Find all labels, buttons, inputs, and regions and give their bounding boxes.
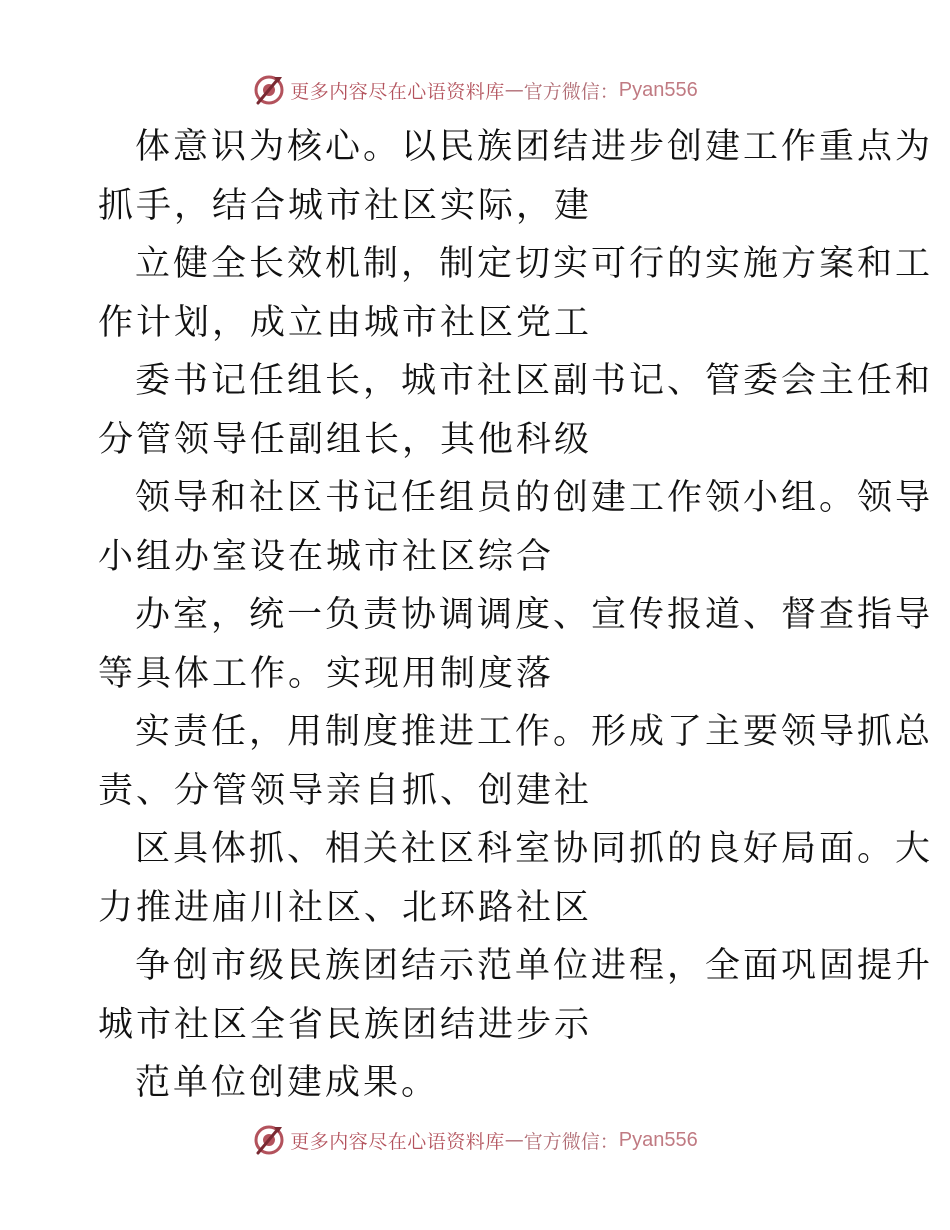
body-line: 作计划，成立由城市社区党工 [98, 302, 593, 343]
document-body [0, 118, 950, 1113]
body-line: 体意识为核心。以民族团结进步创建工作重点为 [135, 127, 934, 167]
body-line: 范单位创建成果。 [135, 1063, 440, 1103]
footer-wechat-label: 官方微信： [523, 1130, 619, 1153]
body-line: 争创市级民族团结示范单位进程，全面巩固提升 [135, 946, 934, 986]
header-site-name: 更多内容尽在心语资料库 [290, 80, 505, 103]
body-line: 抓手，结合城市社区实际，建 [98, 185, 593, 226]
quill-seal-icon [252, 1123, 286, 1157]
header-wechat-label: 官方微信： [523, 80, 619, 103]
body-line: 力推进庙川社区、北环路社区 [98, 887, 593, 928]
body-line: 委书记任组长，城市社区副书记、管委会主任和 [135, 361, 934, 401]
body-line: 城市社区全省民族团结进步示 [98, 1004, 593, 1045]
body-line: 办室，统一负责协调调度、宣传报道、督查指导 [135, 595, 934, 635]
quill-seal-icon [252, 73, 286, 107]
footer-site-name: 更多内容尽在心语资料库 [290, 1130, 505, 1153]
footer-wechat-id: Pyan556 [618, 1128, 698, 1151]
body-line: 等具体工作。实现用制度落 [98, 653, 555, 694]
body-line: 小组办室设在城市社区综合 [98, 536, 555, 577]
body-line: 领导和社区书记任组员的创建工作领小组。领导 [135, 478, 934, 518]
header-wechat-id: Pyan556 [618, 78, 698, 101]
body-line: 立健全长效机制，制定切实可行的实施方案和工 [135, 244, 934, 284]
body-line: 分管领导任副组长，其他科级 [98, 419, 593, 460]
header-dash: — [504, 79, 524, 101]
body-line: 区具体抓、相关社区科室协同抓的良好局面。大 [135, 829, 934, 869]
body-line: 实责任，用制度推进工作。形成了主要领导抓总 [135, 712, 934, 752]
footer-dash: — [504, 1129, 524, 1151]
body-line: 责、分管领导亲自抓、创建社 [98, 770, 593, 811]
header-banner [0, 70, 950, 110]
footer-banner [0, 1120, 950, 1160]
